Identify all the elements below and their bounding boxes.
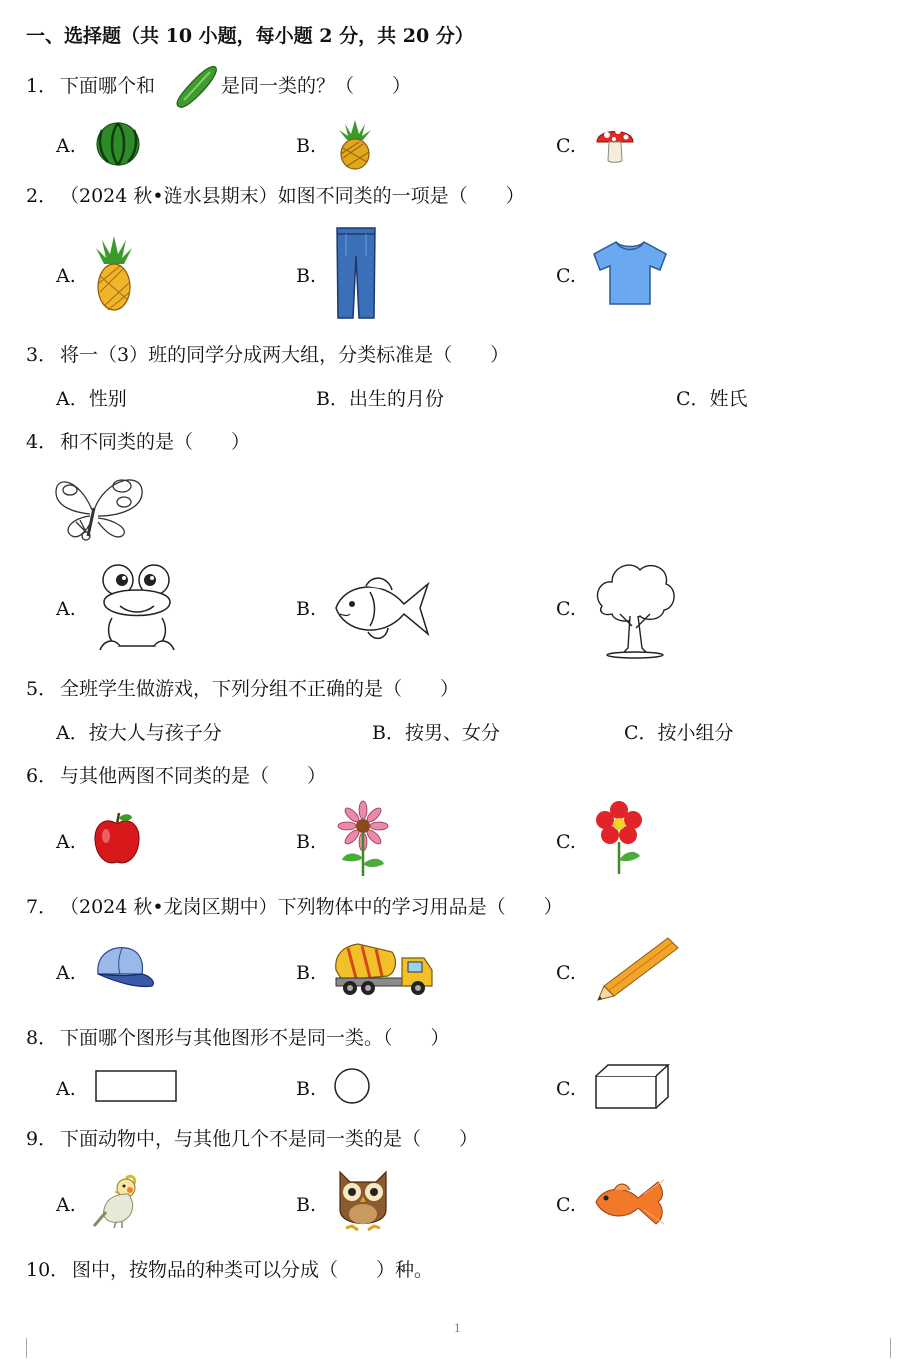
section-title: 一、选择题（共 10 小题，每小题 2 分，共 20 分） bbox=[26, 25, 474, 47]
option-text: 按小组分 bbox=[657, 722, 734, 744]
rectangle-icon[interactable] bbox=[94, 1068, 180, 1104]
question-8-option-a-label[interactable]: A. bbox=[56, 1078, 76, 1100]
question-6-stem: 与其他两图不同类的是（ ） bbox=[60, 765, 327, 787]
fish-icon[interactable] bbox=[332, 570, 432, 646]
cap-icon[interactable] bbox=[92, 944, 156, 992]
question-4-stem: 和不同类的是（ ） bbox=[60, 431, 251, 453]
question-3-option-c[interactable] bbox=[676, 387, 748, 411]
parrot-icon[interactable] bbox=[92, 1172, 144, 1230]
question-5-option-a[interactable] bbox=[56, 721, 222, 745]
pineapple-icon[interactable] bbox=[334, 118, 376, 170]
circle-icon[interactable] bbox=[332, 1066, 372, 1106]
question-7-option-b-label[interactable]: B. bbox=[296, 962, 317, 984]
option-label: B． bbox=[316, 388, 349, 410]
question-9-option-a-label[interactable]: A. bbox=[56, 1194, 76, 1216]
cucumber-icon bbox=[170, 60, 220, 112]
option-text: 出生的月份 bbox=[348, 388, 444, 410]
daisy-flower-icon[interactable] bbox=[332, 800, 394, 878]
option-text: 按大人与孩子分 bbox=[88, 722, 222, 744]
question-1-option-a-label[interactable]: A. bbox=[56, 135, 76, 157]
question-10-stem: 图中，按物品的种类可以分成（ ）种。 bbox=[72, 1259, 434, 1281]
question-3-option-a[interactable] bbox=[56, 387, 127, 411]
tshirt-icon[interactable] bbox=[592, 238, 668, 306]
option-label: C． bbox=[676, 388, 710, 410]
question-2-number: 2． bbox=[26, 185, 58, 207]
mushroom-icon[interactable] bbox=[594, 120, 636, 166]
question-6-option-a-label[interactable]: A. bbox=[56, 831, 76, 853]
question-1-option-c-label[interactable]: C. bbox=[556, 135, 576, 157]
question-1-option-b-label[interactable]: B. bbox=[296, 135, 317, 157]
question-4-number: 4． bbox=[26, 431, 58, 453]
question-9-option-b-label[interactable]: B. bbox=[296, 1194, 317, 1216]
question-8-stem: 下面哪个图形与其他图形不是同一类。（ ） bbox=[60, 1027, 450, 1049]
cuboid-icon[interactable] bbox=[592, 1062, 670, 1112]
question-6-option-c-label[interactable]: C. bbox=[556, 831, 576, 853]
question-8-option-c-label[interactable]: C. bbox=[556, 1078, 576, 1100]
question-9-stem: 下面动物中，与其他几个不是同一类的是（ ） bbox=[60, 1128, 479, 1150]
question-7-stem: （2024 秋•龙岗区期中）下列物体中的学习用品是（ ） bbox=[60, 896, 563, 918]
question-2-option-b-label[interactable]: B. bbox=[296, 265, 317, 287]
question-5-number: 5． bbox=[26, 678, 58, 700]
page-margin-mark-right bbox=[890, 1338, 891, 1358]
question-1-number: 1． bbox=[26, 75, 58, 97]
pineapple-icon[interactable] bbox=[92, 234, 136, 312]
question-5-option-c[interactable] bbox=[624, 721, 734, 745]
question-9-option-c-label[interactable]: C. bbox=[556, 1194, 576, 1216]
question-5-option-b[interactable] bbox=[372, 721, 500, 745]
option-label: A． bbox=[56, 388, 89, 410]
cement-truck-icon[interactable] bbox=[332, 940, 438, 998]
question-8-option-b-label[interactable]: B. bbox=[296, 1078, 317, 1100]
option-label: A． bbox=[56, 722, 89, 744]
jeans-icon[interactable] bbox=[334, 226, 378, 320]
question-7-option-c-label[interactable]: C. bbox=[556, 962, 576, 984]
red-flower-icon[interactable] bbox=[592, 800, 646, 876]
goldfish-icon[interactable] bbox=[592, 1176, 674, 1228]
question-4-option-b-label[interactable]: B. bbox=[296, 598, 317, 620]
question-6-number: 6． bbox=[26, 765, 58, 787]
question-9-number: 9． bbox=[26, 1128, 58, 1150]
butterfly-icon bbox=[50, 470, 148, 542]
owl-icon[interactable] bbox=[332, 1166, 394, 1236]
question-3-stem: 将一（3）班的同学分成两大组，分类标准是（ ） bbox=[60, 344, 510, 366]
question-7-number: 7． bbox=[26, 896, 58, 918]
option-text: 姓氏 bbox=[709, 388, 748, 410]
question-2-option-a-label[interactable]: A. bbox=[56, 265, 76, 287]
tree-icon[interactable] bbox=[592, 556, 678, 660]
page-margin-mark-left bbox=[26, 1338, 27, 1358]
question-1-stem-part2: 是同一类的？（ ） bbox=[221, 75, 412, 97]
question-3-number: 3． bbox=[26, 344, 58, 366]
question-8-number: 8． bbox=[26, 1027, 58, 1049]
question-1-stem-part1: 下面哪个和 bbox=[60, 75, 156, 97]
question-6-option-b-label[interactable]: B. bbox=[296, 831, 317, 853]
question-10-number: 10． bbox=[26, 1259, 70, 1281]
option-label: B． bbox=[372, 722, 405, 744]
pencil-icon[interactable] bbox=[592, 936, 680, 1004]
apple-icon[interactable] bbox=[92, 810, 142, 868]
question-2-stem: （2024 秋•涟水县期末）如图不同类的一项是（ ） bbox=[60, 185, 525, 207]
option-label: C． bbox=[624, 722, 658, 744]
question-2-option-c-label[interactable]: C. bbox=[556, 265, 576, 287]
question-5-stem: 全班学生做游戏，下列分组不正确的是（ ） bbox=[60, 678, 460, 700]
watermelon-icon[interactable] bbox=[94, 120, 142, 168]
question-4-option-c-label[interactable]: C. bbox=[556, 598, 576, 620]
frog-icon[interactable] bbox=[94, 562, 180, 654]
option-text: 按男、女分 bbox=[404, 722, 500, 744]
option-text: 性别 bbox=[88, 388, 127, 410]
question-7-option-a-label[interactable]: A. bbox=[56, 962, 76, 984]
page-number: 1 bbox=[454, 1320, 461, 1335]
question-4-option-a-label[interactable]: A. bbox=[56, 598, 76, 620]
question-3-option-b[interactable] bbox=[316, 387, 444, 411]
